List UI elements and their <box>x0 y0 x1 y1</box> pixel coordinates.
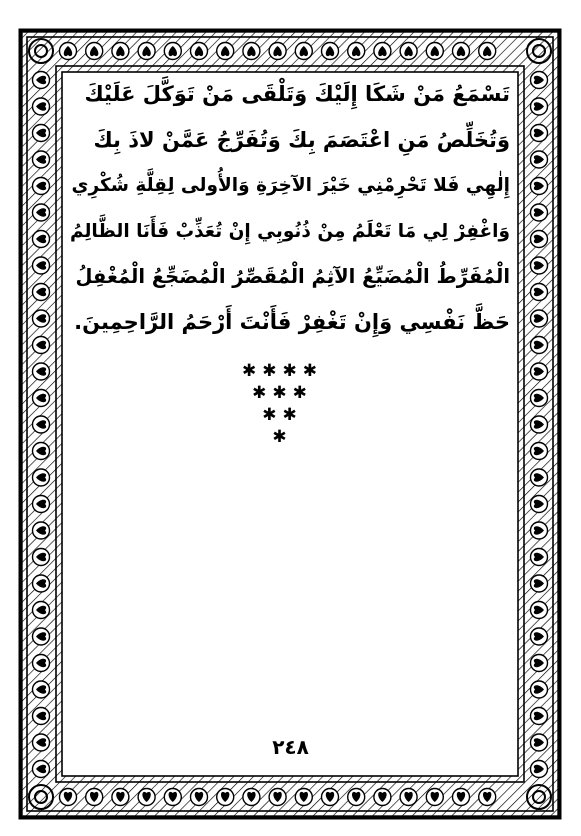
text-line: إِلٰهِي فَلا تَحْرِمْنِي خَيْرَ الآخِرَةِ وَالأُولى لِقِلَّةِ شُكْرِي <box>71 175 510 196</box>
prayer-text <box>70 72 510 345</box>
text-line: وَاغْفِرْ لِي مَا تَعْلَمُ مِنْ ذُنُوبِي إِنْ تُعَذِّبْ فَأَنَا الظَّالِمُ <box>70 220 510 242</box>
text-line: وَتُخَلِّصُ مَنِ اعْتَصَمَ بِكَ وَتُفَرِّجُ عَمَّنْ لاذَ بِكَ <box>93 127 510 152</box>
text-line: حَظَّ نَفْسِي وَإِنْ تَغْفِرْ فَأَنْتَ أَرْحَمُ الرَّاحِمِينَ. <box>74 309 510 334</box>
page-number: ٢٤٨ <box>272 735 309 759</box>
asterisk-ornament <box>225 360 340 448</box>
ornament-row: ✱✱✱✱ <box>242 361 323 381</box>
text-line: تَسْمَعُ مَنْ شَكَا إِلَيْكَ وَتَلْقَى مَنْ تَوَكَّلَ عَلَيْكَ <box>84 82 510 106</box>
ornament-row: ✱ <box>272 427 293 447</box>
ornament-row: ✱✱ <box>262 405 303 425</box>
ornament-row: ✱✱✱ <box>252 383 313 403</box>
text-line: الْمُفَرِّطُ الْمُضَيِّعُ الآثِمُ الْمُقَصِّرُ الْمُضَجِّعُ الْمُغْفِلُ <box>75 265 510 288</box>
